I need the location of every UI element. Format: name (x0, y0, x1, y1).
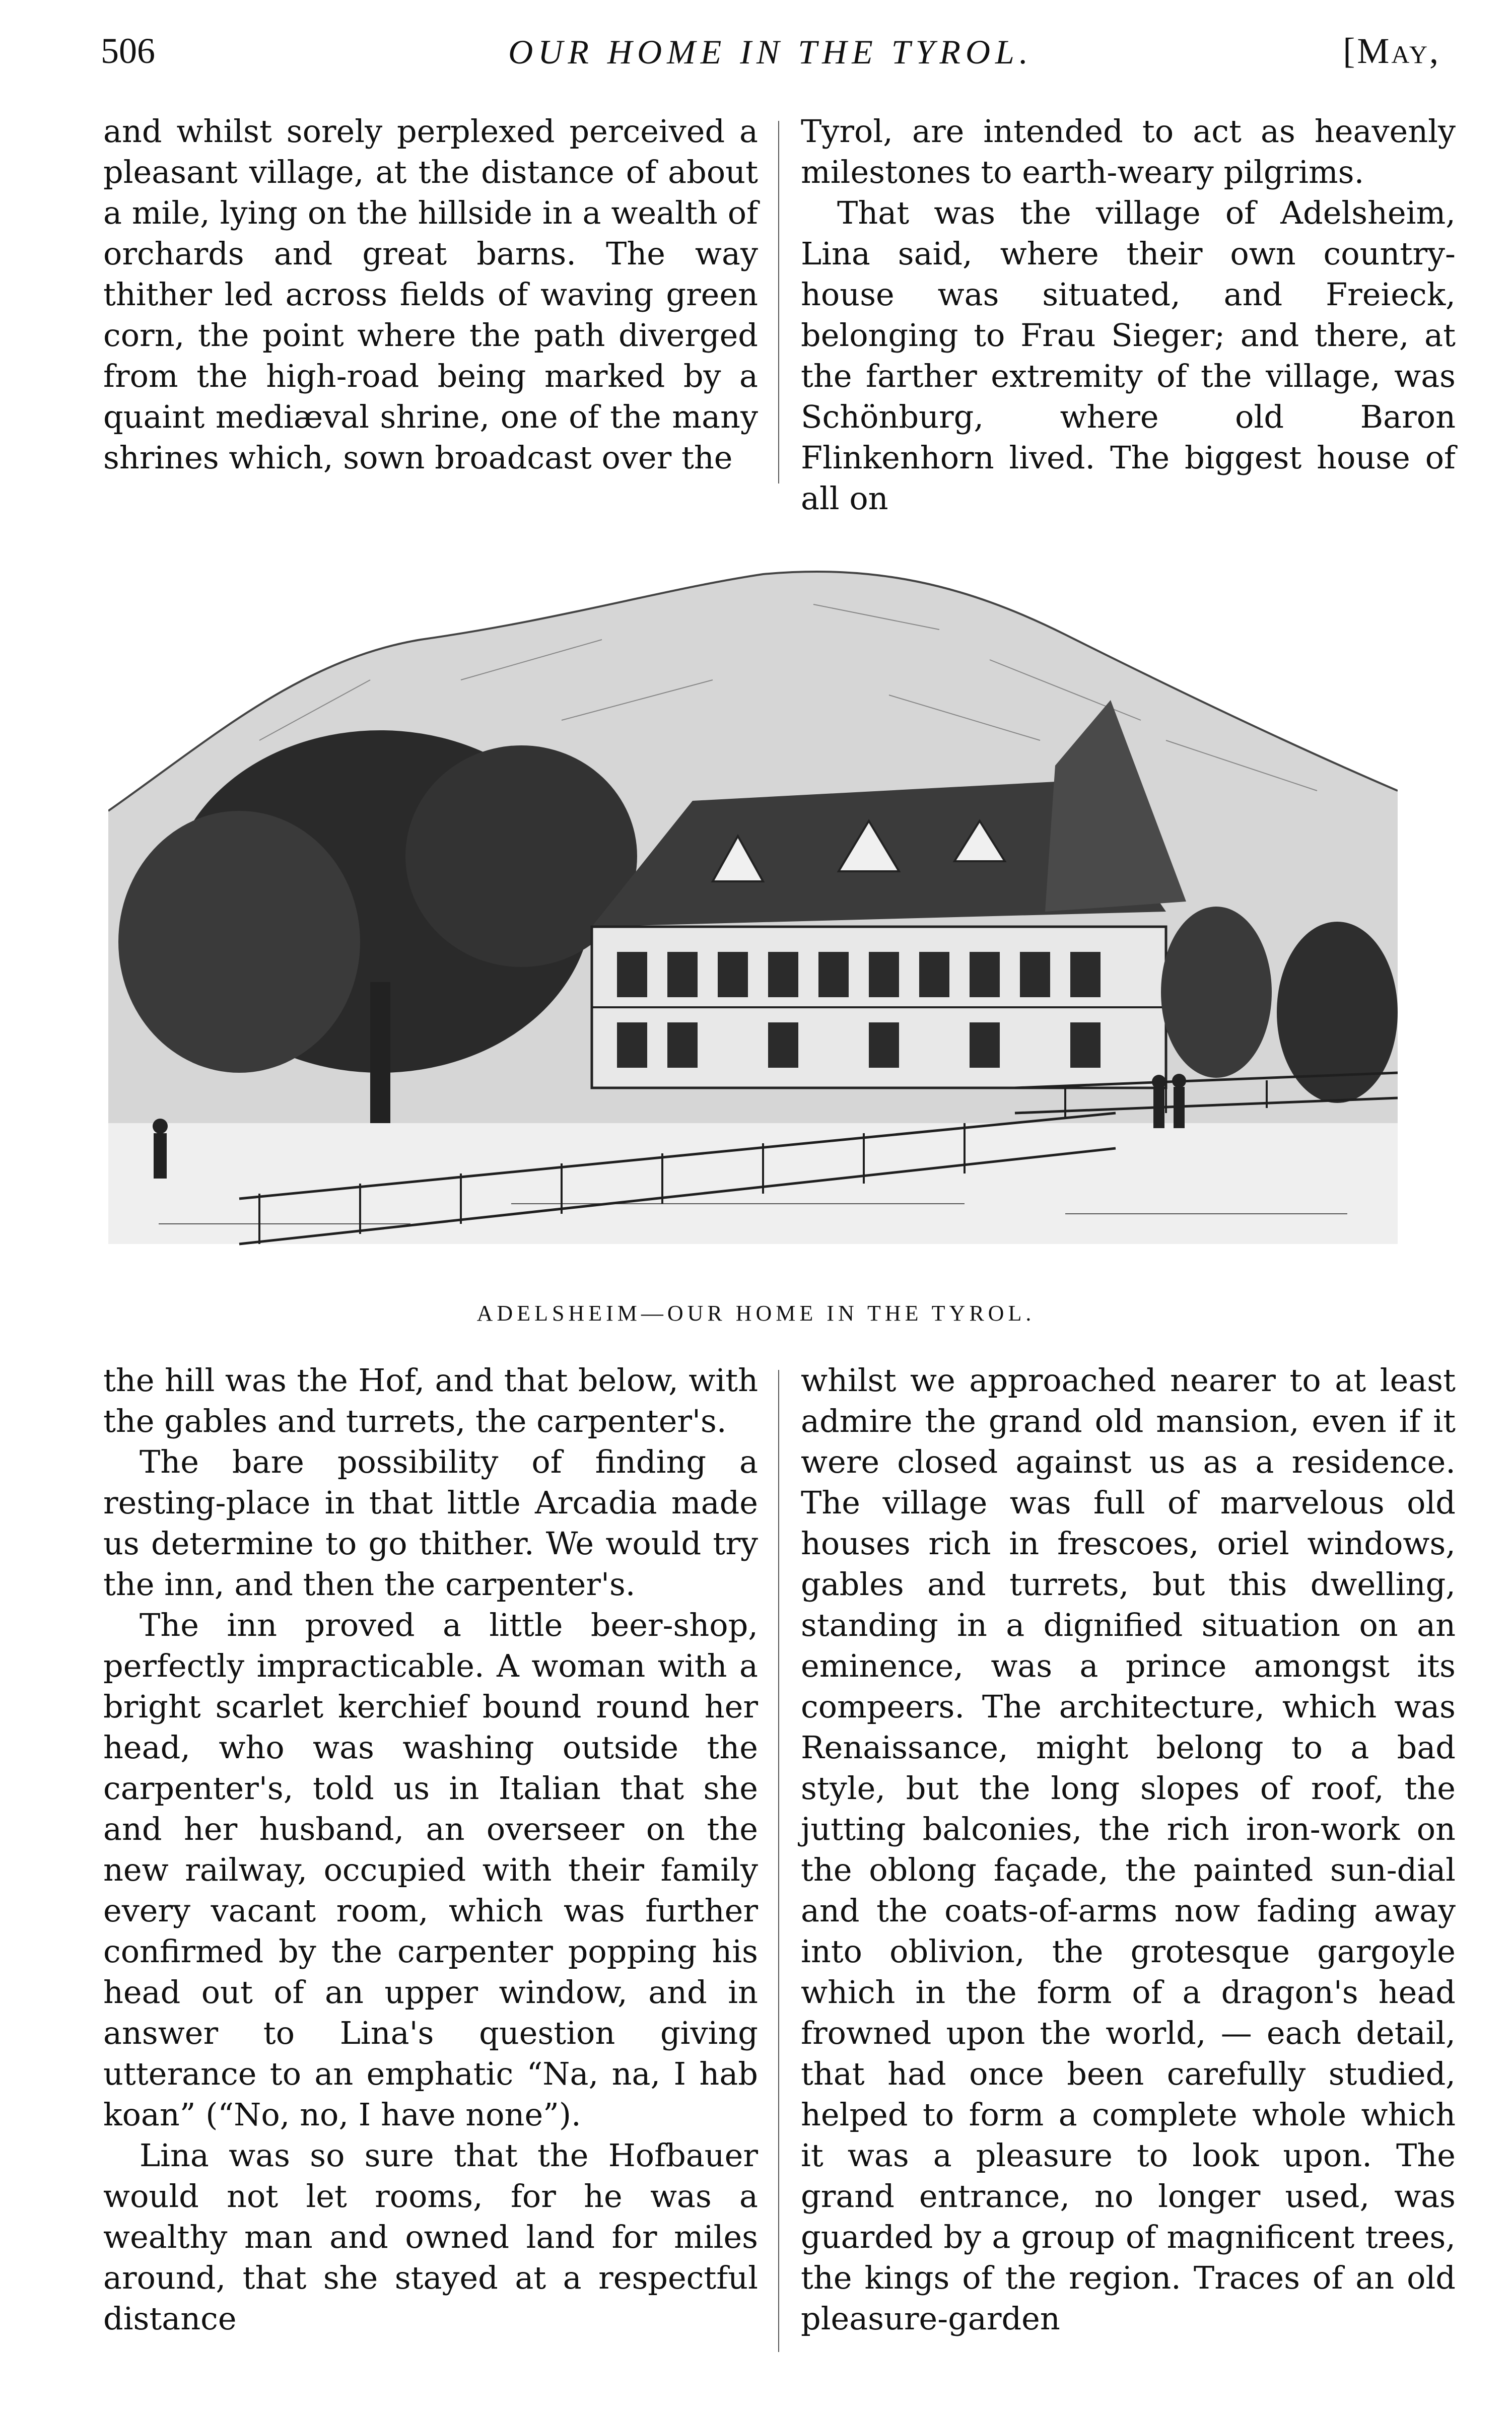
column-bottom-left (103, 1360, 758, 2339)
column-bottom-right (801, 1360, 1456, 2339)
engraving-illustration (108, 529, 1398, 1289)
paragraph: whilst we approached nearer to at least admire the grand old mansion, even if it were closed against us as a residence. The village was full of marvelous old houses rich in frescoes, oriel windows, gables and turrets, but this dwelling, standing in a dignified situation on an eminence, was a prince amongst its compeers. The architecture, which was Renaissance, might belong to a bad style, but the long slopes of roof, the jutting balconies, the rich iron-work on the oblong façade, the painted sun-dial and the coats-of-arms now fading away into oblivion, the grotesque gargoyle which in the form of a dragon's head frowned upon the world, — each detail, that had once been carefully studied, helped to form a complete whole which it was a pleasure to look upon. The grand entrance, no longer used, was guarded by a group of magnificent trees, the kings of the region. Traces of an old pleasure-garden (801, 1362, 1456, 2337)
paragraph: the hill was the Hof, and that below, with the gables and turrets, the carpenter's. (103, 1362, 758, 1439)
engraving-adelsheim (108, 529, 1398, 1320)
page-number: 506 (101, 31, 155, 71)
column-top-right (801, 111, 1456, 519)
running-title: OUR HOME IN THE TYROL. (508, 33, 1033, 71)
paragraph: The bare possibility of finding a resting-place in that little Arcadia made us determine to go thither. We would try the inn, and then the carpenter's. (103, 1443, 758, 1603)
paragraph: That was the village of Adelsheim, Lina said, where their own country-house was situated, and Freieck, belonging to Frau Sieger; and there, at the farther extremity of the village, was Schönburg, where old Baron Flinkenhorn lived. The biggest house of all on (801, 194, 1456, 517)
column-rule (778, 1370, 779, 2352)
paragraph: Lina was so sure that the Hofbauer would not let rooms, for he was a wealthy man and owned land for miles around, that she stayed at a respectful distance (103, 2137, 758, 2337)
figure-caption: ADELSHEIM—OUR HOME IN THE TYROL. (476, 1301, 1036, 1326)
column-rule (778, 121, 779, 483)
paragraph: The inn proved a little beer-shop, perfectly impracticable. A woman with a bright scarlet kerchief bound round her head, who was washing outside the carpenter's, told us in Italian that she and her husband, an overseer on the new railway, occupied with their family every vacant room, which was further confirmed by the carpenter popping his head out of an upper window, and in answer to Lina's question giving utterance to an emphatic “Na, na, I hab koan” (“No, no, I have none”). (103, 1607, 758, 2133)
column-top-left (103, 111, 758, 478)
running-header (101, 30, 1440, 86)
paragraph: and whilst sorely perplexed perceived a pleasant village, at the distance of about a mile, lying on the hillside in a wealth of orchards and great barns. The way thither led across fields of waving green corn, the point where the path diverged from the high-road being marked by a quaint mediæval shrine, one of the many shrines which, sown broadcast over the (103, 113, 758, 476)
paragraph: Tyrol, are intended to act as heavenly milestones to earth-weary pilgrims. (801, 113, 1456, 190)
running-month: [May, (1343, 31, 1440, 71)
